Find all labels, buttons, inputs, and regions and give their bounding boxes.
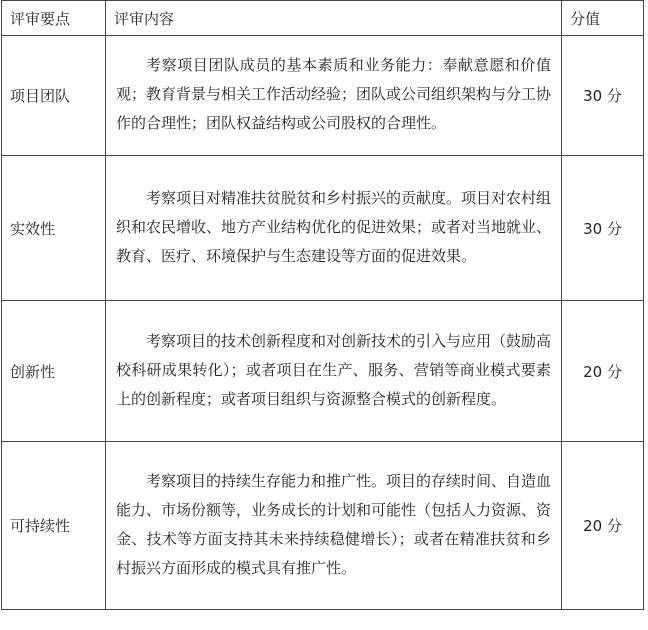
row-content: 考察项目的持续生存能力和推广性。项目的存续时间、自造血能力、市场份额等，业务成长的计划和可能性（包括人力资源、资金、技术等方面支持其未来持续稳健增长）；或者在精准扶贫和乡村振兴方面形成的模式具有推广性。 (116, 471, 552, 577)
table-row (2, 442, 644, 610)
header-criteria: 评审要点 (2, 1, 106, 36)
table-row (2, 156, 644, 301)
header-content: 评审内容 (106, 1, 562, 36)
row-content-cell (106, 442, 562, 610)
row-content-cell (106, 156, 562, 301)
row-content-cell (106, 36, 562, 156)
evaluation-criteria-table (1, 0, 644, 610)
row-content: 考察项目对精准扶贫脱贫和乡村振兴的贡献度。项目对农村组织和农民增收、地方产业结构优化的促进效果；或者对当地就业、教育、医疗、环境保护与生态建设等方面的促进效果。 (116, 188, 552, 265)
row-score: 20 分 (562, 442, 644, 610)
row-score: 30 分 (562, 156, 644, 301)
row-criteria: 项目团队 (2, 36, 106, 156)
table-row (2, 301, 644, 442)
row-criteria: 创新性 (2, 301, 106, 442)
evaluation-table-container (1, 0, 644, 610)
row-criteria: 实效性 (2, 156, 106, 301)
table-row (2, 36, 644, 156)
row-content: 考察项目的技术创新程度和对创新技术的引入与应用（鼓励高校科研成果转化）；或者项目在生产、服务、营销等商业模式要素上的创新程度；或者项目组织与资源整合模式的创新程度。 (116, 331, 552, 408)
row-criteria: 可持续性 (2, 442, 106, 610)
row-content: 考察项目团队成员的基本素质和业务能力：奉献意愿和价值观；教育背景与相关工作活动经验；团队或公司组织架构与分工协作的合理性；团队权益结构或公司股权的合理性。 (116, 56, 552, 132)
row-content-cell (106, 301, 562, 442)
row-score: 20 分 (562, 301, 644, 442)
table-header-row (2, 1, 644, 36)
row-score: 30 分 (562, 36, 644, 156)
header-score: 分值 (562, 1, 644, 36)
